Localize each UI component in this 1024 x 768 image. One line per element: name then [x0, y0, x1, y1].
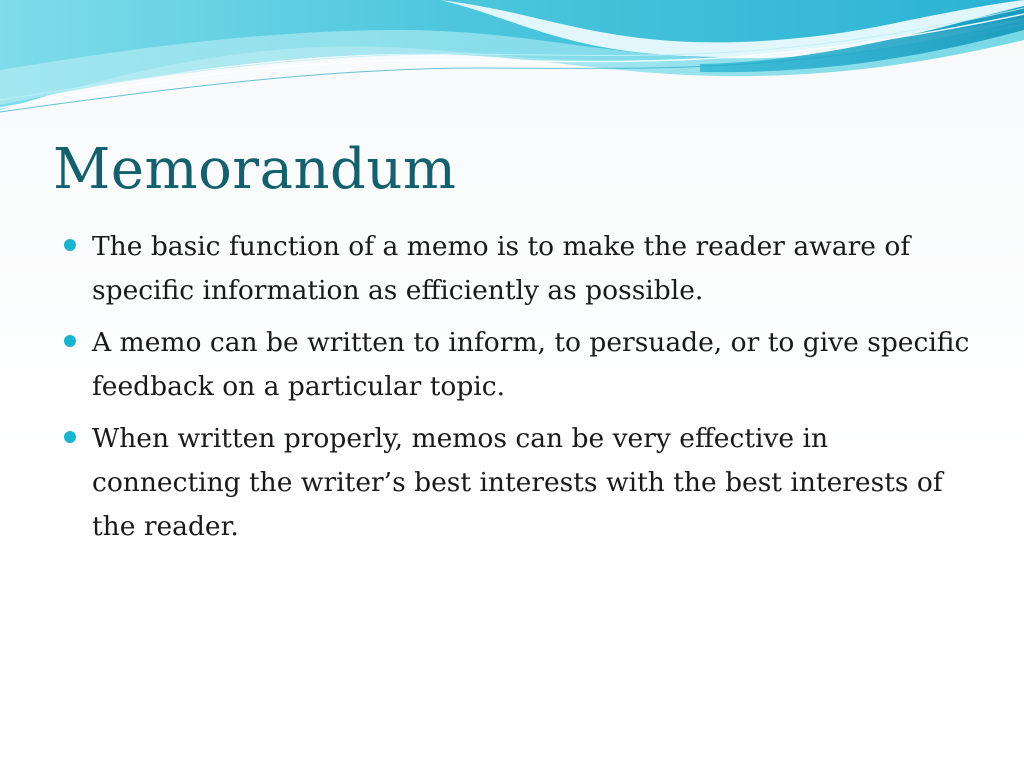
bullet-text: When written properly, memos can be very effective in connecting the writer’s best interests with the best interests of the reader.	[92, 423, 943, 542]
bullet-text: The basic function of a memo is to make the reader aware of specific information as efficiently as possible.	[92, 231, 911, 306]
bullet-list	[62, 225, 972, 557]
bullet-dot-icon	[64, 431, 76, 443]
bullet-text: A memo can be written to inform, to persuade, or to give specific feedback on a particular topic.	[92, 327, 970, 402]
wave-header-decoration	[0, 0, 1024, 120]
bullet-dot-icon	[64, 239, 76, 251]
bullet-dot-icon	[64, 335, 76, 347]
bullet-item	[62, 321, 972, 409]
bullet-item	[62, 225, 972, 313]
slide-title: Memorandum	[53, 137, 457, 202]
bullet-item	[62, 417, 972, 549]
